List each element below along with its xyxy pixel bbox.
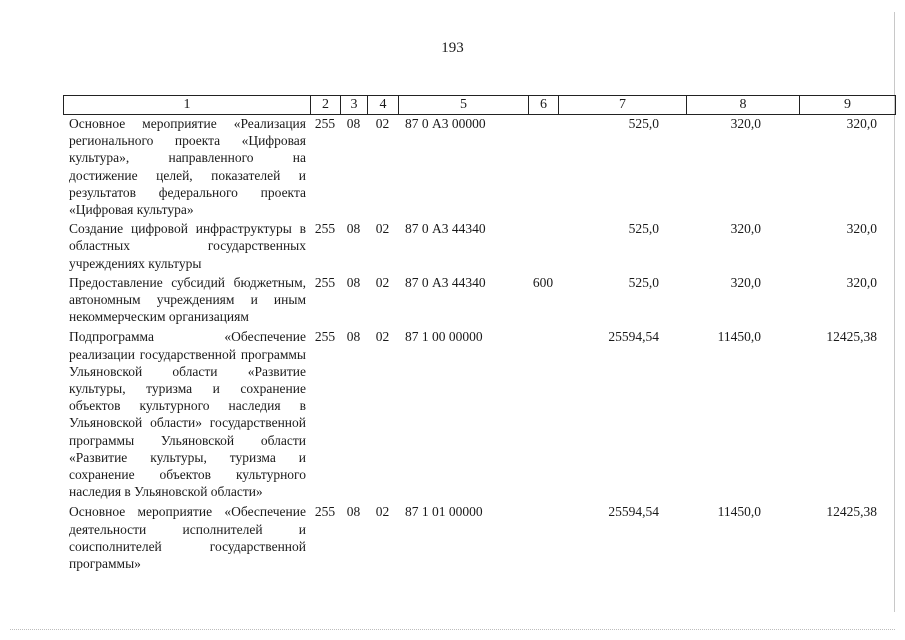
row-name: Создание цифровой инфраструктуры в областных государственных учреждениях культуры xyxy=(69,221,306,271)
column-header-8: 8 xyxy=(687,96,800,114)
page-frame-bottom xyxy=(10,629,895,632)
column-header-3: 3 xyxy=(341,96,368,114)
row-name: Основное мероприятие «Реализация регионального проекта «Цифровая культура», направленного на достижение целей, показателей и результатов федерального проекта «Цифровая культура» xyxy=(69,116,306,218)
cell-col-6 xyxy=(528,502,558,572)
cell-col-5: 87 0 А3 00000 xyxy=(405,116,486,131)
table-row xyxy=(63,502,894,572)
column-header-9: 9 xyxy=(844,97,851,112)
cell-col-3: 08 xyxy=(346,274,361,290)
cell-col-2: 255 xyxy=(314,116,336,131)
cell-col-9: 12425,38 xyxy=(826,504,877,520)
row-name: Предоставление субсидий бюджетным, автономным учреждениям и иным некоммерческим организациям xyxy=(69,274,306,325)
column-header-5: 5 xyxy=(399,96,529,114)
cell-col-2: 255 xyxy=(314,329,336,345)
cell-col-9: 320,0 xyxy=(846,221,877,237)
cell-col-4: 02 xyxy=(375,504,390,520)
cell-col-4: 02 xyxy=(375,274,390,290)
cell-col-2: 255 xyxy=(314,504,336,520)
cell-col-7: 25594,54 xyxy=(608,329,659,345)
cell-col-7: 525,0 xyxy=(628,221,659,237)
table-row xyxy=(63,273,894,326)
cell-col-2: 255 xyxy=(314,274,336,290)
cell-col-8: 11450,0 xyxy=(717,329,761,345)
table-body xyxy=(63,114,894,572)
cell-col-6 xyxy=(528,327,558,500)
column-header-2: 2 xyxy=(311,96,341,114)
cell-col-8: 320,0 xyxy=(730,116,761,131)
row-name: Подпрограмма «Обеспечение реализации государственной программы Ульяновской области «Развитие культуры, туризма и сохранение объектов культурного наследия в Ульяновской области» государственной программы Ульяновской области «Развитие культуры, туризма и сохранение объектов культурного наследия в Ульяновской области» xyxy=(69,329,306,500)
cell-col-2: 255 xyxy=(314,221,336,237)
page-number: 193 xyxy=(441,40,464,56)
cell-col-3: 08 xyxy=(346,504,361,520)
cell-col-9: 320,0 xyxy=(846,116,877,131)
cell-col-9: 12425,38 xyxy=(826,329,877,345)
column-header-7: 7 xyxy=(559,96,687,114)
cell-col-5: 87 1 01 00000 xyxy=(405,504,483,520)
cell-col-5: 87 0 А3 44340 xyxy=(405,221,486,237)
cell-col-7: 525,0 xyxy=(628,116,659,131)
cell-col-9: 320,0 xyxy=(846,274,877,290)
cell-col-8: 320,0 xyxy=(730,221,761,237)
cell-col-5: 87 0 А3 44340 xyxy=(405,274,486,290)
cell-col-7: 25594,54 xyxy=(608,504,659,520)
cell-col-3: 08 xyxy=(346,329,361,345)
cell-col-3: 08 xyxy=(346,221,361,237)
cell-col-6 xyxy=(528,219,558,272)
cell-col-6 xyxy=(528,114,558,218)
table-header xyxy=(63,95,896,115)
table-row xyxy=(63,219,894,272)
column-header-4: 4 xyxy=(368,96,399,114)
table-row xyxy=(63,327,894,500)
cell-col-7: 525,0 xyxy=(628,274,659,290)
column-header-1: 1 xyxy=(64,96,311,114)
cell-col-3: 08 xyxy=(346,116,361,131)
cell-col-5: 87 1 00 00000 xyxy=(405,329,483,345)
column-header-6: 6 xyxy=(529,96,559,114)
row-name: Основное мероприятие «Обеспечение деятельности исполнителей и соисполнителей государственной программы» xyxy=(69,504,306,572)
cell-col-4: 02 xyxy=(375,221,390,237)
cell-col-4: 02 xyxy=(375,329,390,345)
cell-col-4: 02 xyxy=(375,116,390,131)
cell-col-8: 320,0 xyxy=(730,274,761,290)
cell-col-8: 11450,0 xyxy=(717,504,761,520)
cell-col-6: 600 xyxy=(532,274,554,290)
table-row xyxy=(63,114,894,218)
